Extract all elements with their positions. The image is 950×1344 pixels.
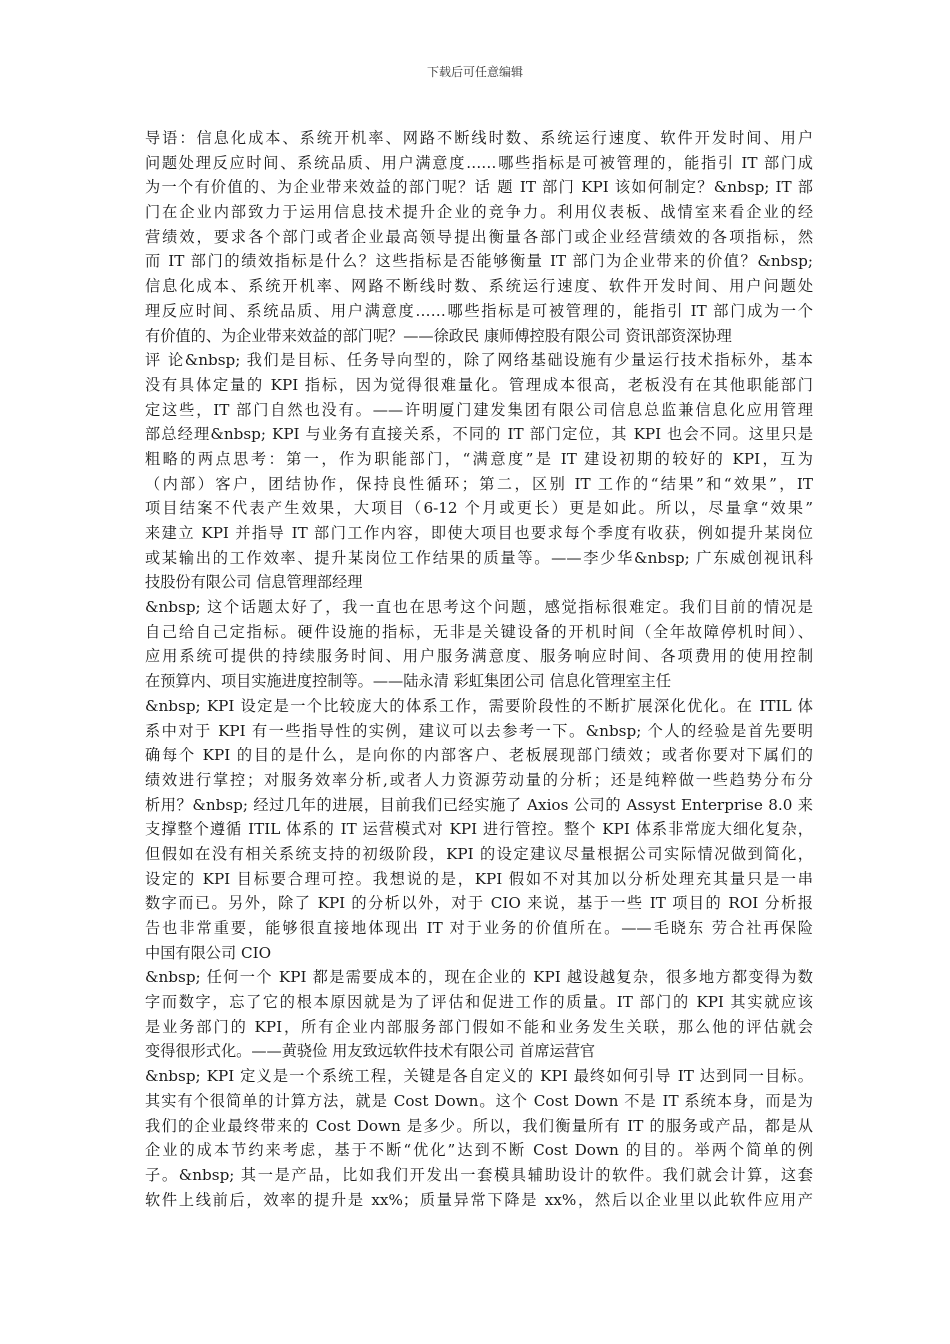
- text-line: 门在企业内部致力于运用信息技术提升企业的竞争力。利用仪表板、战情室来看企业的经: [145, 203, 813, 222]
- text-line: 告也非常重要，能够很直接地体现出 IT 对于业务的价值所在。——毛晓东 劳合社再保险: [145, 919, 813, 937]
- text-line: 在预算内、项目实施进度控制等。——陆永清 彩虹集团公司 信息化管理室主任: [145, 672, 672, 691]
- text-line: 来建立 KPI 并指导 IT 部门工作内容，即使大项目也要求每个季度有收获，例如提升某岗位: [145, 524, 813, 542]
- text-line: 或某输出的工作效率、提升某岗位工作结果的质量等。——李少华&nbsp; 广东威创视讯科: [145, 548, 813, 567]
- text-line: 子。&nbsp; 其一是产品，比如我们开发出一套模具辅助设计的软件。我们就会计算，这套: [145, 1165, 813, 1184]
- document-body: [145, 126, 813, 1212]
- text-line: 信息化成本、系统开机率、网路不断线时数、系统运行速度、软件开发时间、用户问题处: [145, 277, 813, 296]
- text-line: 确每个 KPI 的目的是什么，是向你的内部客户、老板展现部门绩效；或者你要对下属们的: [145, 746, 813, 765]
- text-line: 技股份有限公司 信息管理部经理: [145, 573, 363, 592]
- text-line: 其实有个很简单的计算方法，就是 Cost Down。这个 Cost Down 不是 IT 系统本身，而是为: [145, 1091, 813, 1110]
- text-line: 理反应时间、系统品质、用户满意度……哪些指标是可被管理的，能指引 IT 部门成为一个: [145, 301, 813, 320]
- text-line: 企业的成本节约来考虑，基于不断“优化”达到不断 Cost Down 的目的。举两个简单的例: [145, 1141, 813, 1160]
- text-line: 但假如在没有相关系统支持的初级阶段，KPI 的设定建议尽量根据公司实际情况做到简化，: [145, 844, 813, 863]
- text-line: 中国有限公司 CIO: [145, 943, 272, 962]
- text-line: 问题处理反应时间、系统品质、用户满意度……哪些指标是可被管理的，能指引 IT 部门成: [145, 153, 813, 172]
- text-line: 部总经理&nbsp; KPI 与业务有直接关系，不同的 IT 部门定位，其 KPI 也会不同。这里只是: [145, 425, 813, 444]
- text-line: 为一个有价值的、为企业带来效益的部门呢？话 题 IT 部门 KPI 该如何制定？&nbsp; IT 部: [145, 178, 813, 197]
- text-line: 是业务部门的 KPI，所有企业内部服务部门假如不能和业务发生关联，那么他的评估就会: [145, 1017, 813, 1036]
- page-header: 下载后可任意编辑: [426, 65, 523, 79]
- text-line: 应用系统可提供的持续服务时间、用户服务满意度、服务响应时间、各项费用的使用控制: [145, 647, 813, 666]
- text-line: &nbsp; 任何一个 KPI 都是需要成本的，现在企业的 KPI 越设越复杂，很多地方都变得为数: [145, 968, 813, 987]
- text-line: 没有具体定量的 KPI 指标，因为觉得很难量化。管理成本很高，老板没有在其他职能部门: [145, 375, 813, 394]
- text-line: 设定的 KPI 目标要合理可控。我想说的是，KPI 假如不对其加以分析处理充其量只是一串: [145, 869, 813, 888]
- text-line: 自己给自己定指标。硬件设施的指标，无非是关键设备的开机时间（全年故障停机时间）、: [145, 622, 813, 641]
- text-line: 数字而已。另外，除了 KPI 的分析以外，对于 CIO 来说，基于一些 IT 项目的 ROI 分析报: [145, 894, 813, 913]
- text-line: 粗略的两点思考：第一，作为职能部门，“满意度”是 IT 建设初期的较好的 KPI，互为: [145, 449, 813, 468]
- text-line: 定这些，IT 部门自然也没有。——许明厦门建发集团有限公司信息总监兼信息化应用管理: [145, 400, 813, 419]
- text-line: 我们的企业最终带来的 Cost Down 是多少。所以，我们衡量所有 IT 的服务或产品，都是从: [145, 1116, 813, 1135]
- text-line: 变得很形式化。——黄骁俭 用友致远软件技术有限公司 首席运营官: [145, 1042, 596, 1061]
- text-line: 软件上线前后，效率的提升是 xx%；质量异常下降是 xx%，然后以企业里以此软件应用产: [145, 1190, 813, 1209]
- text-line: &nbsp; KPI 设定是一个比较庞大的体系工作，需要阶段性的不断扩展深化优化。在 ITIL 体: [145, 696, 813, 715]
- text-line: （内部）客户，团结协作，保持良性循环；第二，区别 IT 工作的“结果”和“效果”，IT: [145, 474, 813, 493]
- text-line: &nbsp; KPI 定义是一个系统工程，关键是各自定义的 KPI 最终如何引导 IT 达到同一目标。: [145, 1067, 813, 1086]
- text-line: &nbsp; 这个话题太好了，我一直也在思考这个问题，感觉指标很难定。我们目前的情况是: [145, 598, 813, 617]
- text-line: 有价值的、为企业带来效益的部门呢？——徐政民 康师傅控股有限公司 资讯部资深协理: [145, 326, 732, 345]
- text-line: 字而数字，忘了它的根本原因就是为了评估和促进工作的质量。IT 部门的 KPI 其实就应该: [145, 993, 813, 1012]
- text-line: 导语：信息化成本、系统开机率、网路不断线时数、系统运行速度、软件开发时间、用户: [145, 129, 813, 147]
- text-line: 评 论&nbsp; 我们是目标、任务导向型的，除了网络基础设施有少量运行技术指标外，基本: [145, 351, 813, 370]
- text-line: 析用？&nbsp; 经过几年的进展，目前我们已经实施了 Axios 公司的 Assyst Enterprise 8.0 来: [145, 795, 813, 814]
- text-line: 支撑整个遵循 ITIL 体系的 IT 运营模式对 KPI 进行管控。整个 KPI 体系非常庞大细化复杂，: [145, 820, 813, 839]
- text-line: 而 IT 部门的绩效指标是什么？这些指标是否能够衡量 IT 部门为企业带来的价值？&nbsp;: [145, 252, 813, 271]
- text-line: 营绩效，要求各个部门或者企业最高领导提出衡量各部门或企业经营绩效的各项指标，然: [145, 227, 813, 246]
- text-line: 系中对于 KPI 有一些指导性的实例，建议可以去参考一下。&nbsp; 个人的经验是首先要明: [145, 721, 813, 740]
- text-line: 绩效进行掌控；对服务效率分析,或者人力资源劳动量的分析；还是纯粹做一些趋势分布分: [145, 770, 813, 789]
- text-line: 项目结案不代表产生效果，大项目（6-12 个月或更长）更是如此。所以，尽量拿“效果”: [145, 499, 813, 518]
